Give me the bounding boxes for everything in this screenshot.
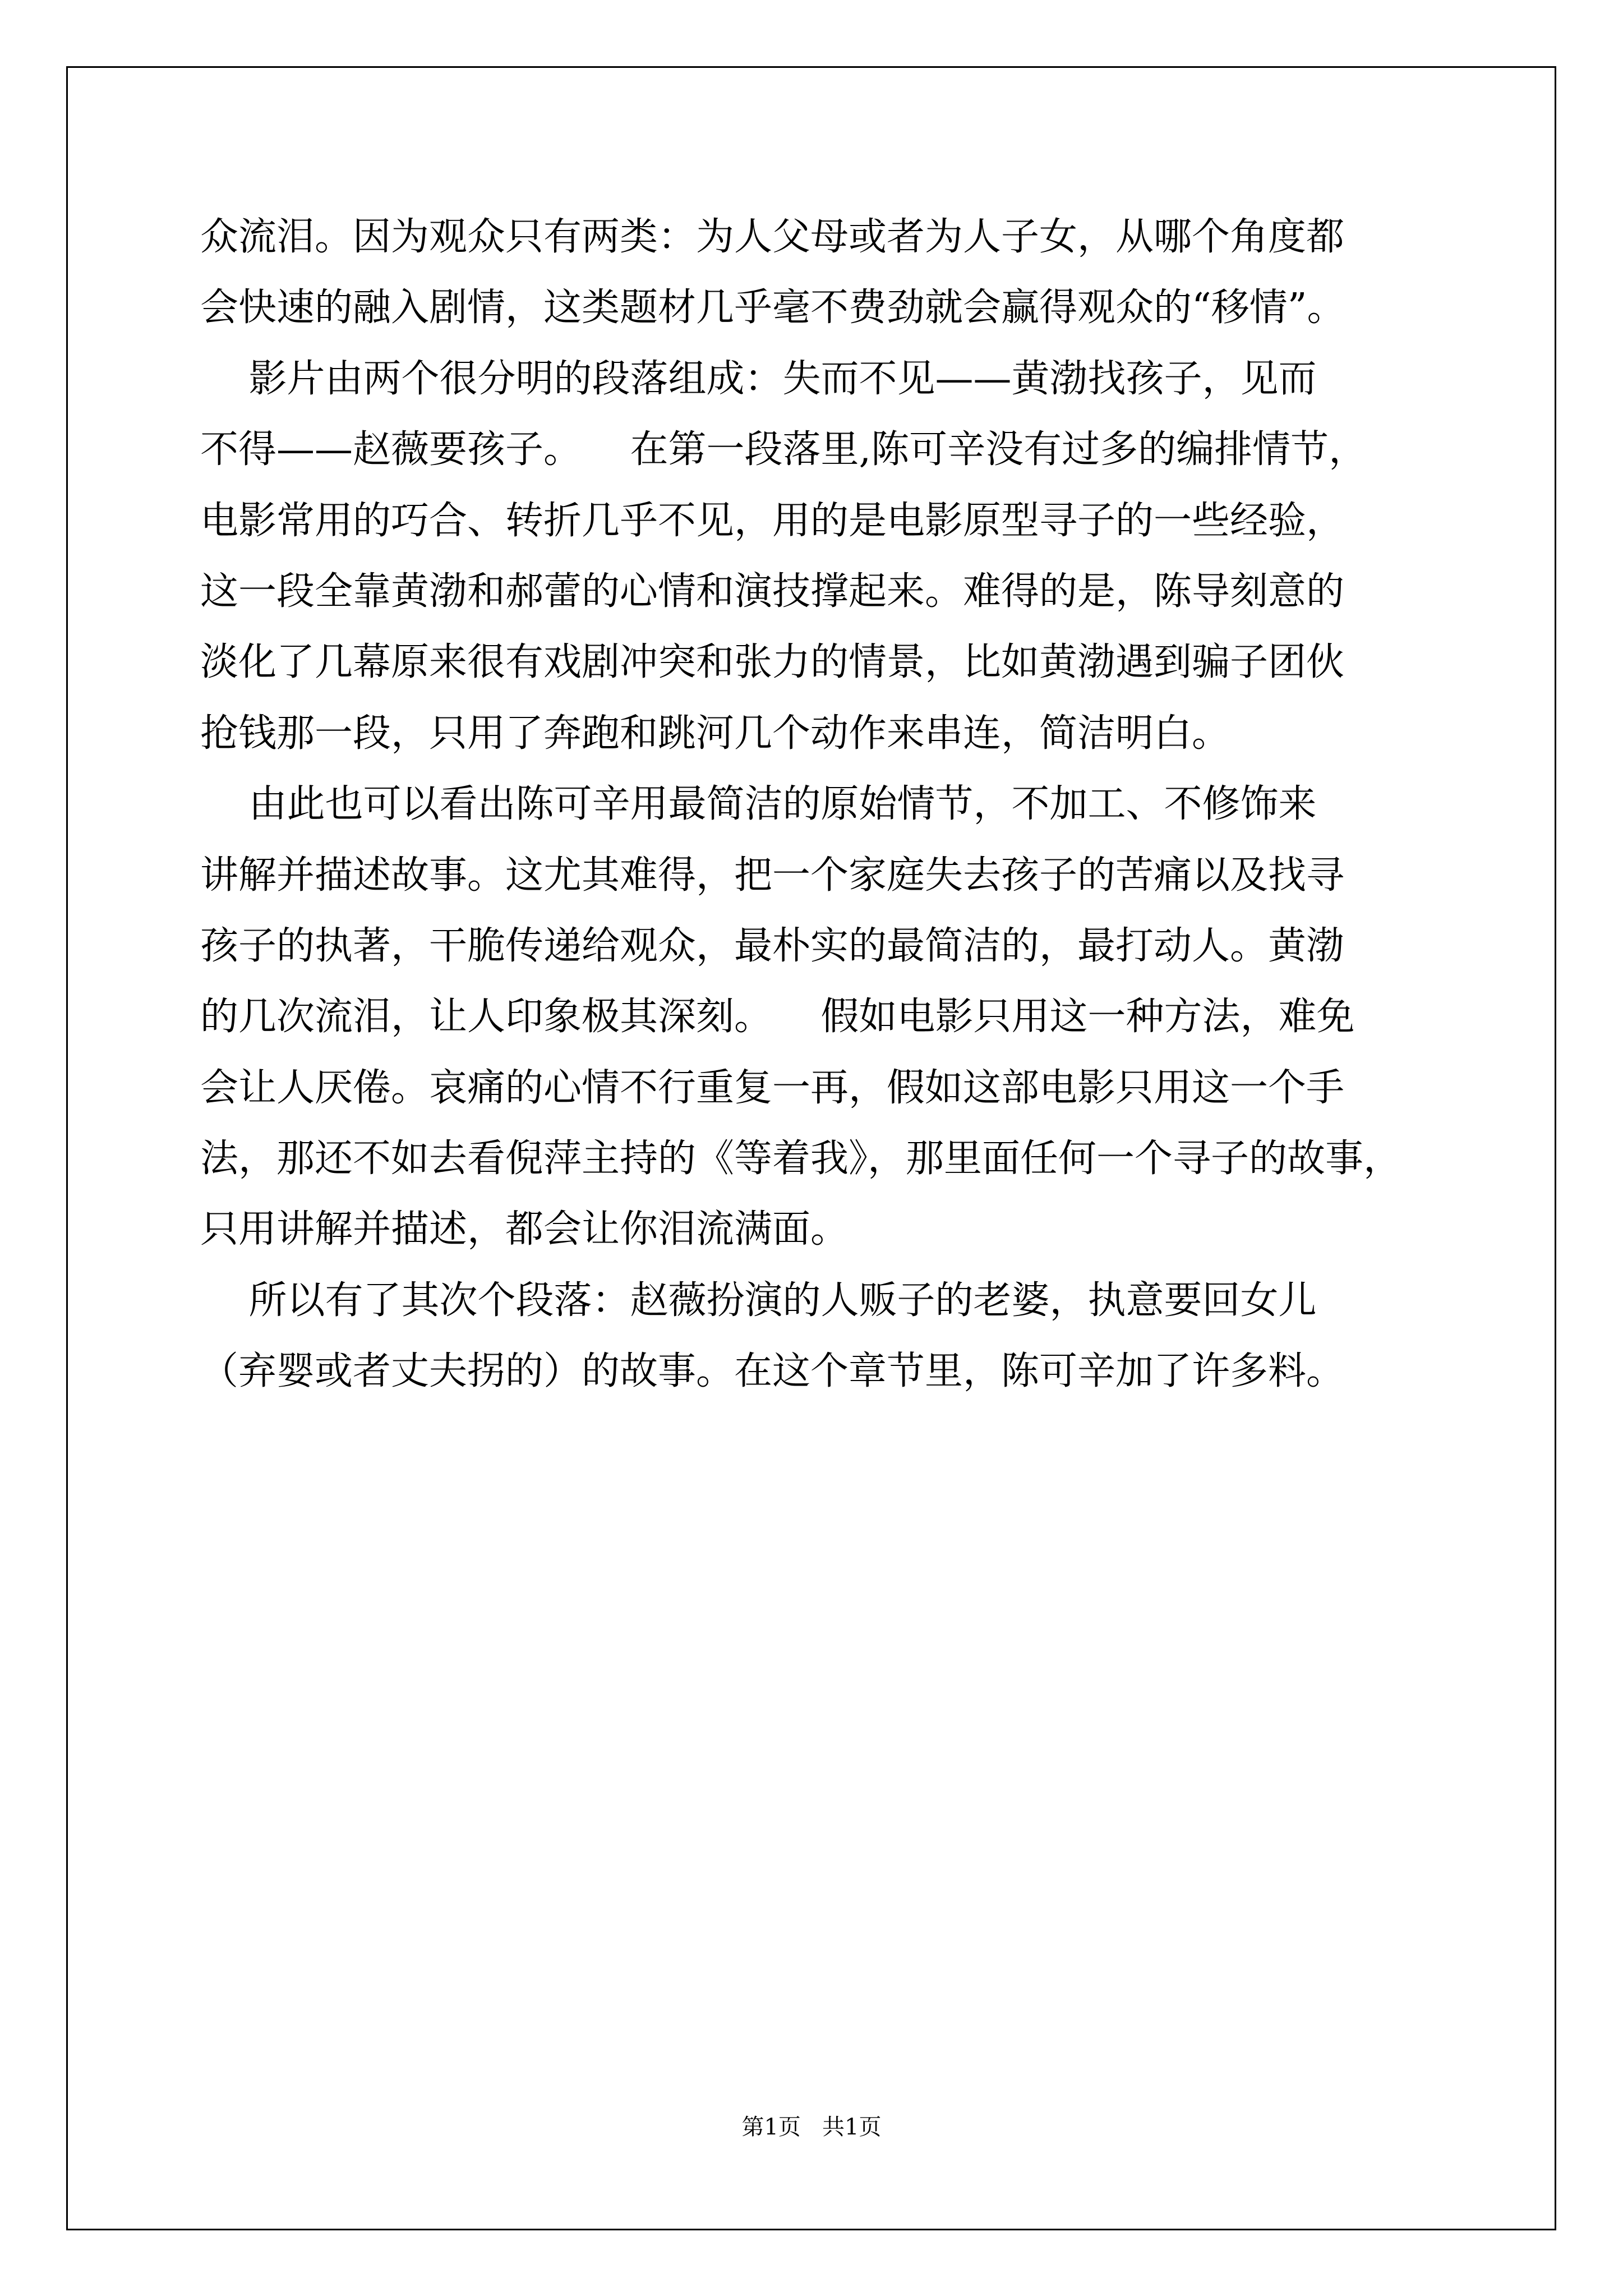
text-line: 只用讲解并描述，都会让你泪流满面。 <box>200 1207 849 1252</box>
text-line: 的几次流泪，让人印象极其深刻。 假如电影只用这一种方法，难免 <box>200 995 1355 1039</box>
text-line: 电影常用的巧合、转折几乎不见，用的是电影原型寻子的一些经验， <box>200 498 1345 543</box>
page-number-footer: 第1页 共1页 <box>741 2114 882 2140</box>
text-line: 孩子的执著，干脆传递给观众，最朴实的最简洁的，最打动人。黄渤 <box>200 923 1345 968</box>
text-line: 讲解并描述故事。这尤其难得，把一个家庭失去孩子的苦痛以及找寻 <box>200 853 1345 898</box>
text-line: 不得——赵薇要孩子。 在第一段落里,陈可辛没有过多的编排情节， <box>200 427 1367 472</box>
text-line: 淡化了几幕原来很有戏剧冲突和张力的情景，比如黄渤遇到骗子团伙 <box>200 640 1345 685</box>
text-line: 会让人厌倦。哀痛的心情不行重复一再，假如这部电影只用这一个手 <box>200 1065 1345 1110</box>
text-line: 抢钱那一段，只用了奔跑和跳河几个动作来串连，简洁明白。 <box>200 711 1230 756</box>
document-body <box>200 202 1434 1407</box>
text-line: 法，那还不如去看倪萍主持的《等着我》，那里面任何一个寻子的故事， <box>200 1137 1402 1181</box>
text-line: （弃婴或者丈夫拐的）的故事。在这个章节里，陈可辛加了许多料。 <box>200 1349 1345 1394</box>
text-line: 影片由两个很分明的段落组成：失而不见——黄渤找孩子，见而 <box>200 356 1317 401</box>
text-line: 由此也可以看出陈可辛用最简洁的原始情节，不加工、不修饰来 <box>200 782 1317 827</box>
text-line: 会快速的融入剧情，这类题材几乎毫不费劲就会赢得观众的“移情”。 <box>200 286 1345 330</box>
text-line: 这一段全靠黄渤和郝蕾的心情和演技撑起来。难得的是，陈导刻意的 <box>200 569 1345 614</box>
text-line: 众流泪。因为观众只有两类：为人父母或者为人子女，从哪个角度都 <box>200 215 1345 259</box>
text-line: 所以有了其次个段落：赵薇扮演的人贩子的老婆，执意要回女儿 <box>200 1278 1317 1323</box>
